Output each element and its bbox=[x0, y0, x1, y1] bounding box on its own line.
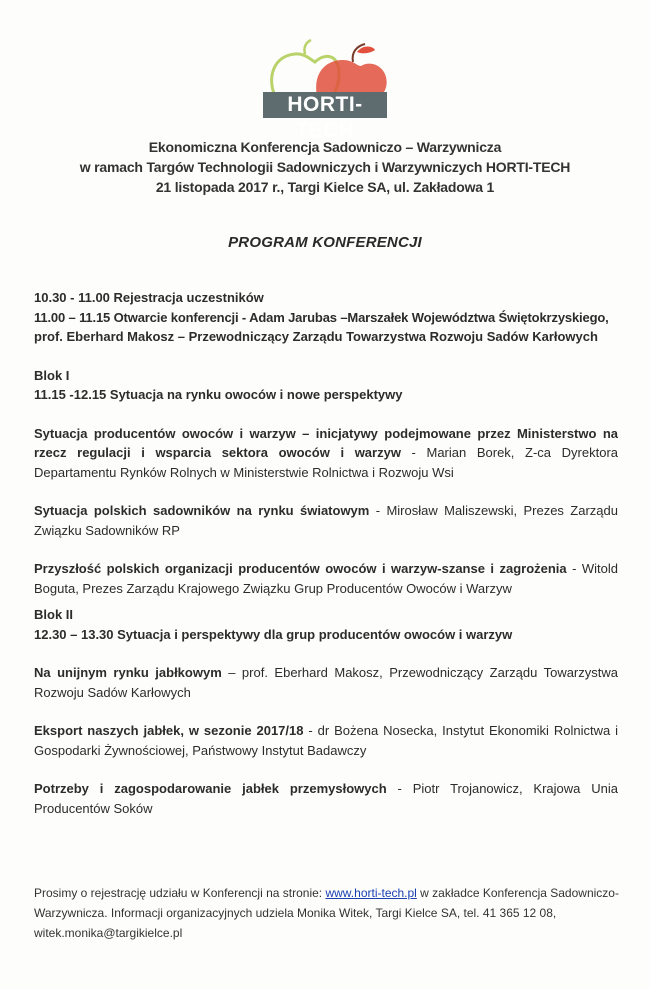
block-2-talk-1: Na unijnym rynku jabłkowym – prof. Eberhard Makosz, Przewodniczący Zarządu Towarzystwa Rozwoju Sadów Karłowych bbox=[34, 665, 618, 700]
horti-tech-logo bbox=[261, 38, 389, 142]
opening-item-line-1: 11.00 – 11.15 Otwarcie konferencji - Adam Jarubas –Marszałek Województwa Świętokrzyskiego, bbox=[34, 309, 609, 325]
header-line-2: w ramach Targów Technologii Sadowniczych i Warzywniczych HORTI-TECH bbox=[79, 159, 571, 175]
program-content bbox=[34, 288, 618, 818]
opening-item-line-2: prof. Eberhard Makosz – Przewodniczący Zarządu Towarzystwa Rozwoju Sadów Karłowych bbox=[34, 329, 598, 344]
block-2-label: Blok II bbox=[34, 607, 74, 622]
conference-header bbox=[0, 137, 650, 197]
header-line-3: 21 listopada 2017 r., Targi Kielce SA, ul. Zakładowa 1 bbox=[155, 179, 495, 195]
website-link[interactable]: www.horti-tech.pl bbox=[325, 886, 417, 900]
registration-item: 10.30 - 11.00 Rejestracja uczestników bbox=[34, 290, 264, 305]
header-line-1: Ekonomiczna Konferencja Sadowniczo – Warzywnicza bbox=[148, 139, 502, 155]
footer-text-after: w zakładce Konferencja Sadowniczo-Warzywnicza. Informacji organizacyjnych udziela Monika Witek, Targi Kielce SA, tel. 41 365 12 08, witek.monika@targikielce.pl bbox=[34, 886, 619, 940]
program-title: PROGRAM KONFERENCJI bbox=[228, 234, 422, 251]
block-2-talk-3: Potrzeby i zagospodarowanie jabłek przemysłowych - Piotr Trojanowicz, Krajowa Unia Producentów Soków bbox=[34, 781, 618, 816]
footer-text-before: Prosimy o rejestrację udziału w Konferencji na stronie: bbox=[34, 886, 326, 900]
block-1-title: 11.15 -12.15 Sytuacja na rynku owoców i nowe perspektywy bbox=[34, 387, 403, 402]
block-2-title: 12.30 – 13.30 Sytuacja i perspektywy dla grup producentów owoców i warzyw bbox=[34, 626, 513, 642]
block-1-label: Blok I bbox=[34, 367, 70, 383]
block-1-talk-2: Sytuacja polskich sadowników na rynku światowym - Mirosław Maliszewski, Prezes Zarządu Związku Sadowników RP bbox=[34, 503, 619, 538]
block-1-talk-3: Przyszłość polskich organizacji producentów owoców i warzyw-szanse i zagrożenia - Witold Boguta, Prezes Zarządu Krajowego Związku Grup Producentów Owoców i Warzyw bbox=[34, 561, 618, 596]
registration-footer bbox=[34, 883, 624, 943]
apples-logo-icon bbox=[261, 38, 389, 98]
block-1-talk-1: Sytuacja producentów owoców i warzyw – inicjatywy podejmowane przez Ministerstwo na rzecz regulacji i wsparcia sektora owoców i warzyw - Marian Borek, Z-ca Dyrektora Departamentu Rynków Rolnych w Ministerstwie Rolnictwa i Rozwoju Wsi bbox=[34, 425, 619, 480]
logo-text: HORTI-TECH bbox=[263, 92, 387, 118]
block-2-talk-2: Eksport naszych jabłek, w sezonie 2017/18 - dr Bożena Nosecka, Instytut Ekonomiki Rolnictwa i Gospodarki Żywnościowej, Państwowy Instytut Badawczy bbox=[34, 723, 619, 758]
